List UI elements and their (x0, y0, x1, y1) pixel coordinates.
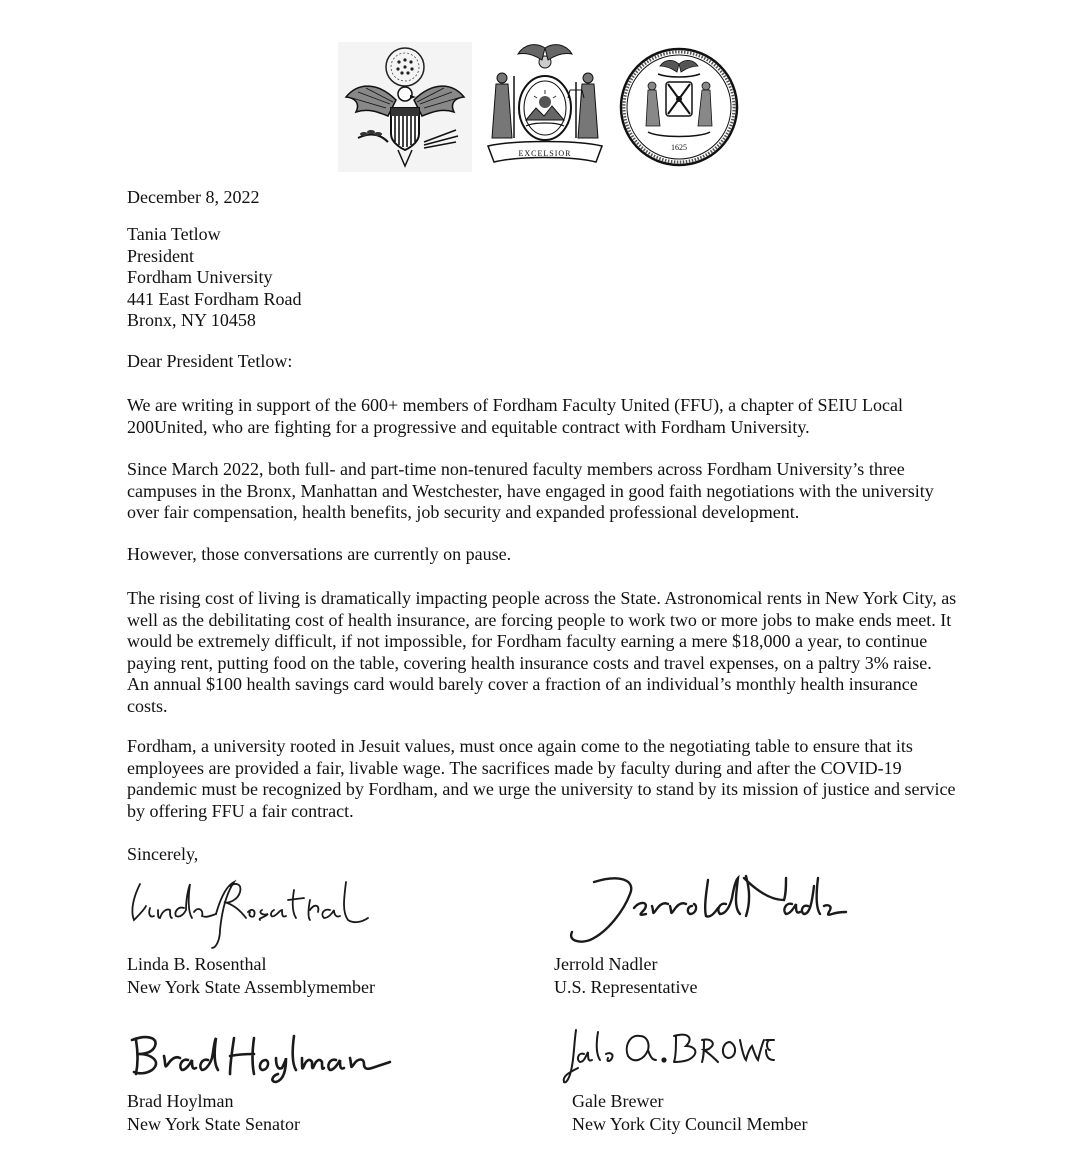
signature-brewer (560, 1022, 780, 1092)
signatory-title: New York State Senator (127, 1114, 300, 1134)
signature-hoylman-image (126, 1024, 394, 1086)
signature-nadler (560, 866, 850, 950)
letterhead-seals (338, 42, 740, 174)
signatory-brewer (572, 1090, 808, 1136)
signatory-name: Brad Hoylman (127, 1091, 234, 1111)
letter-date: December 8, 2022 (127, 187, 260, 207)
signatory-rosenthal (127, 953, 375, 999)
signature-hoylman (126, 1024, 394, 1086)
signature-rosenthal-image (124, 870, 374, 952)
body-paragraph: Fordham, a university rooted in Jesuit values, must once again come to the negotiating table to ensure that its employees are provided a fair, livable wage. The sacrifices made by faculty during and after the COVID-19 pandemic must be recognized by Fordham, and we urge the university to stand by its mission of justice and service by offering FFU a fair contract. (127, 736, 956, 821)
signatory-nadler (554, 953, 697, 999)
signature-rosenthal (124, 870, 374, 952)
signatory-title: New York State Assemblymember (127, 977, 375, 997)
signatory-name: Jerrold Nadler (554, 954, 658, 974)
ny-seal-motto: EXCELSIOR (518, 149, 572, 158)
nyc-seal-year: 1625 (671, 143, 687, 152)
body-paragraph: Since March 2022, both full- and part-time non-tenured faculty members across Fordham University’s three campuses in the Bronx, Manhattan and Westchester, have engaged in good faith negotiations with the university over fair compensation, health benefits, job security and expanded professional development. (127, 459, 934, 522)
us-great-seal-icon (338, 42, 472, 172)
recipient-street: 441 East Fordham Road (127, 288, 302, 309)
signatory-name: Gale Brewer (572, 1091, 664, 1111)
recipient-organization: Fordham University (127, 267, 273, 287)
salutation: Dear President Tetlow: (127, 351, 293, 371)
recipient-name: Tania Tetlow (127, 224, 221, 244)
recipient-title: President (127, 245, 194, 266)
signature-brewer-image (560, 1022, 780, 1092)
signature-nadler-image (560, 866, 850, 950)
body-paragraph: However, those conversations are currently on pause. (127, 544, 512, 564)
signatory-hoylman (127, 1090, 300, 1136)
signatory-title: U.S. Representative (554, 977, 698, 997)
recipient-address (127, 224, 301, 332)
recipient-city-state-zip: Bronx, NY 10458 (127, 310, 256, 330)
nyc-seal-icon (618, 42, 740, 172)
signatory-name: Linda B. Rosenthal (127, 954, 267, 974)
closing: Sincerely, (127, 844, 199, 864)
ny-state-seal-icon (484, 42, 606, 172)
body-paragraph: The rising cost of living is dramatically impacting people across the State. Astronomical rents in New York City, as well as the debilitating cost of health insurance, are forcing people to work two or more jobs to make ends meet. It would be extremely difficult, if not impossible, for Fordham faculty earning a mere $18,000 a year, to continue paying rent, putting food on the table, covering health insurance costs and travel expenses, on a paltry 3% raise. An annual $100 health savings card would barely cover a fraction of an individual’s monthly health insurance costs. (127, 588, 957, 716)
body-paragraph: We are writing in support of the 600+ members of Fordham Faculty United (FFU), a chapter of SEIU Local 200United, who are fighting for a progressive and equitable contract with Fordham University. (127, 395, 904, 437)
signatory-title: New York City Council Member (572, 1114, 808, 1134)
